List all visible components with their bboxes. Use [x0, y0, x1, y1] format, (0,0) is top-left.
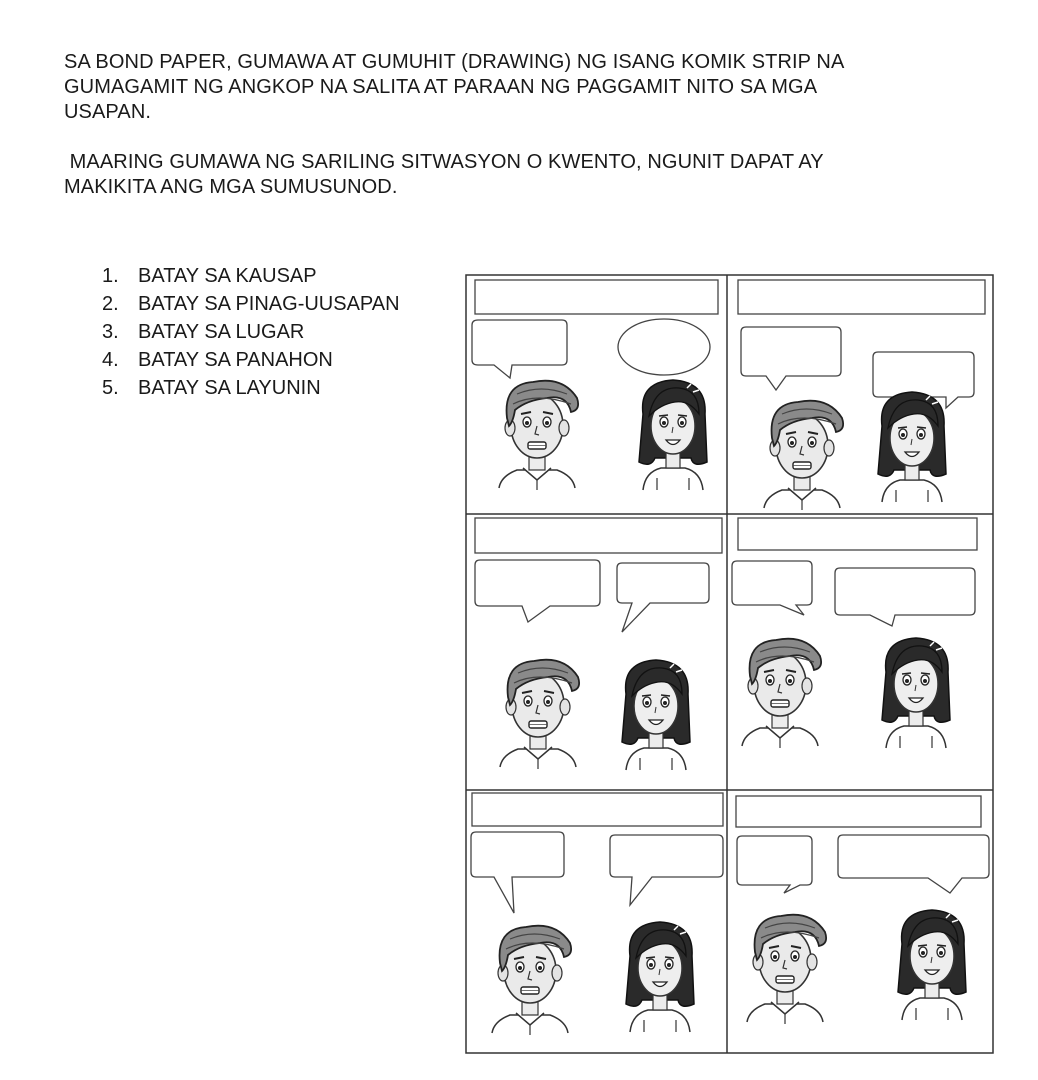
- comic-panel-2: [738, 280, 985, 408]
- criteria-label: BATAY SA KAUSAP: [138, 265, 317, 287]
- comic-panel-3: [475, 518, 722, 632]
- speech-bubble: [835, 568, 975, 626]
- criteria-label: BATAY SA LAYUNIN: [138, 377, 321, 399]
- criteria-number: 4.: [102, 349, 119, 371]
- boy-character: [747, 915, 826, 1024]
- criteria-label: BATAY SA LUGAR: [138, 321, 305, 343]
- girl-character: [898, 910, 966, 1020]
- girl-character: [639, 380, 707, 490]
- girl-character: [882, 638, 950, 748]
- caption-box: [736, 796, 981, 827]
- criteria-label: BATAY SA PINAG-UUSAPAN: [138, 293, 400, 315]
- comic-panel-4: [732, 518, 977, 626]
- caption-box: [738, 280, 985, 314]
- instruction-line: MAARING GUMAWA NG SARILING SITWASYON O KWENTO, NGUNIT DAPAT AY: [64, 151, 824, 173]
- comic-panel-5: [471, 793, 723, 913]
- speech-bubble: [472, 320, 567, 378]
- speech-bubble: [617, 563, 709, 632]
- instruction-line: SA BOND PAPER, GUMAWA AT GUMUHIT (DRAWING) NG ISANG KOMIK STRIP NA: [64, 51, 845, 73]
- criteria-number: 5.: [102, 377, 119, 399]
- criteria-number: 2.: [102, 293, 119, 315]
- boy-character: [764, 401, 843, 510]
- speech-bubble: [471, 832, 564, 913]
- girl-character: [878, 392, 946, 502]
- girl-character: [622, 660, 690, 770]
- caption-box: [472, 793, 723, 826]
- speech-bubble: [838, 835, 989, 893]
- speech-bubble: [732, 561, 812, 615]
- criteria-label: BATAY SA PANAHON: [138, 349, 333, 371]
- boy-character: [492, 926, 571, 1035]
- speech-bubble: [741, 327, 841, 390]
- comic-panel-1: [472, 280, 718, 378]
- instruction-line: USAPAN.: [64, 101, 152, 123]
- caption-box: [475, 518, 722, 553]
- girl-character: [626, 922, 694, 1032]
- speech-bubble: [618, 319, 710, 375]
- speech-bubble: [610, 835, 723, 905]
- boy-character: [500, 660, 579, 769]
- caption-box: [738, 518, 977, 550]
- comic-panel-6: [736, 796, 989, 893]
- instruction-line: MAKIKITA ANG MGA SUMUSUNOD.: [64, 176, 398, 198]
- criteria-number: 3.: [102, 321, 119, 343]
- boy-character: [499, 381, 578, 490]
- speech-bubble: [737, 836, 812, 893]
- boy-character: [742, 639, 821, 748]
- instruction-line: GUMAGAMIT NG ANGKOP NA SALITA AT PARAAN NG PAGGAMIT NITO SA MGA: [64, 76, 818, 98]
- criteria-number: 1.: [102, 265, 119, 287]
- speech-bubble: [475, 560, 600, 622]
- caption-box: [475, 280, 718, 314]
